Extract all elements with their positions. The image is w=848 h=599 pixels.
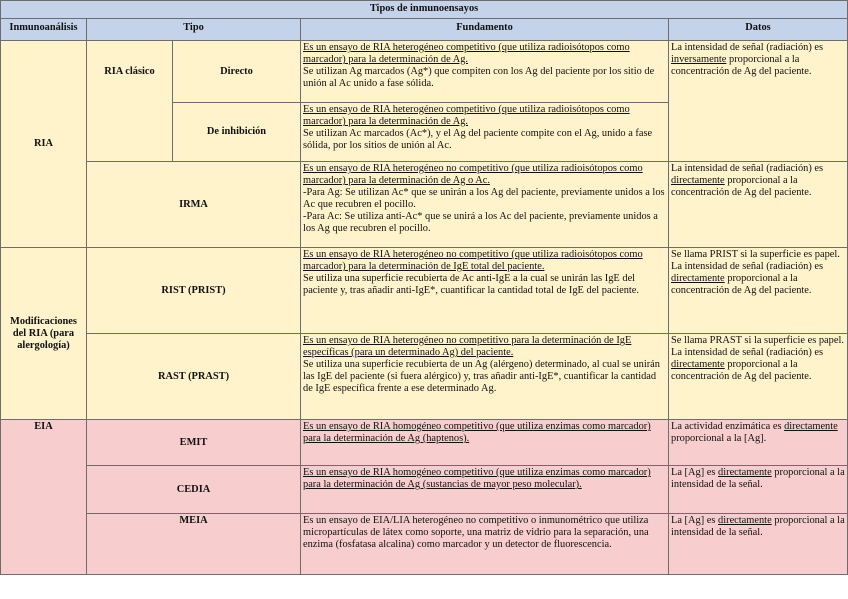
fundamento-directo bbox=[301, 41, 669, 103]
datos-text-end: proporcional a la concentración de Ag del paciente. bbox=[671, 54, 812, 77]
table-title: Tipos de inmunoensayos bbox=[1, 1, 848, 19]
datos-text-end: proporcional a la concentración de Ag del paciente. bbox=[671, 359, 812, 382]
fundamento-inhibicion-summary: Es un ensayo de RIA heterogéneo competitivo (que utiliza radioisótopos como marcador) para la determinación de Ag. bbox=[303, 104, 630, 127]
datos-emphasis: directamente bbox=[718, 515, 772, 526]
fundamento-irma-summary: Es un ensayo de RIA heterogéneo no competitivo (que utiliza radioisótopos como marcador) para la determinación de Ag o Ac. bbox=[303, 163, 643, 186]
datos-emphasis: directamente bbox=[784, 421, 838, 432]
datos-rast bbox=[669, 334, 848, 420]
datos-ria-clasico bbox=[669, 41, 848, 162]
fundamento-rist bbox=[301, 248, 669, 334]
datos-text-end: proporcional a la concentración de Ag del paciente. bbox=[671, 175, 812, 198]
datos-text: La [Ag] es bbox=[671, 515, 719, 526]
datos-emphasis: directamente bbox=[671, 175, 725, 186]
datos-emphasis: directamente bbox=[671, 359, 725, 370]
group-ria: RIA bbox=[1, 41, 87, 248]
datos-rist bbox=[669, 248, 848, 334]
tipo-irma: IRMA bbox=[87, 162, 301, 248]
fundamento-meia bbox=[301, 514, 669, 575]
fundamento-inhibicion bbox=[301, 103, 669, 162]
tipo-cedia: CEDIA bbox=[87, 466, 301, 514]
datos-text-end: proporcional a la [Ag]. bbox=[671, 433, 767, 444]
table-row-meia bbox=[1, 514, 848, 575]
table-row-emit bbox=[1, 420, 848, 466]
table-row-cedia bbox=[1, 466, 848, 514]
tipo-emit: EMIT bbox=[87, 420, 301, 466]
table-row-rast bbox=[1, 334, 848, 420]
fundamento-rist-summary: Es un ensayo de RIA heterogéneo no competitivo (que utiliza radioisótopos como marcador) para la determinación de IgE total del paciente. bbox=[303, 249, 643, 272]
header-row bbox=[1, 19, 848, 41]
group-modificaciones: Modificaciones del RIA (para alergología) bbox=[1, 248, 87, 420]
datos-note: Se llama PRAST si la superficie es papel. bbox=[671, 335, 844, 346]
fundamento-emit-summary: Es un ensayo de RIA homogéneo competitivo (que utiliza enzimas como marcador) para la determinación de Ag (haptenos). bbox=[303, 421, 651, 444]
tipo-meia: MEIA bbox=[87, 514, 301, 575]
datos-cedia bbox=[669, 466, 848, 514]
fundamento-irma-ac: -Para Ac: Se utiliza anti-Ac* que se unirá a los Ac del paciente, previamente unidos a los Ag que recubren el pocillo. bbox=[303, 211, 658, 234]
tipo-rist: RIST (PRIST) bbox=[87, 248, 301, 334]
datos-text-end: proporcional a la concentración de Ag del paciente. bbox=[671, 273, 812, 296]
datos-emphasis: directamente bbox=[671, 273, 725, 284]
fundamento-irma bbox=[301, 162, 669, 248]
datos-text: La intensidad de señal (radiación) es bbox=[671, 163, 824, 174]
datos-text: La intensidad de señal (radiación) es bbox=[671, 42, 824, 53]
fundamento-irma-ag: -Para Ag: Se utilizan Ac* que se unirán a los Ag del paciente, previamente unidos a los Ac que recubren el pocillo. bbox=[303, 187, 665, 210]
datos-text: La actividad enzimática es bbox=[671, 421, 785, 432]
header-fundamento: Fundamento bbox=[301, 19, 669, 41]
subgroup-ria-clasico: RIA clásico bbox=[87, 41, 173, 162]
table-row-rist bbox=[1, 248, 848, 334]
fundamento-directo-summary: Es un ensayo de RIA heterogéneo competitivo (que utiliza radioisótopos como marcador) para la determinación de Ag. bbox=[303, 42, 630, 65]
title-row bbox=[1, 1, 848, 19]
datos-emphasis: directamente bbox=[718, 467, 772, 478]
header-datos: Datos bbox=[669, 19, 848, 41]
header-inmunoanalisis: Inmunoanálisis bbox=[1, 19, 87, 41]
fundamento-rast bbox=[301, 334, 669, 420]
datos-note: Se llama PRIST si la superficie es papel. bbox=[671, 249, 840, 260]
datos-text-end: proporcional a la intensidad de la señal. bbox=[671, 467, 845, 490]
datos-meia bbox=[669, 514, 848, 575]
fundamento-meia-detail: Es un ensayo de EIA/LIA heterogéneo no competitivo o inmunométrico que utiliza micropartículas de látex como soporte, una matriz de vidrio para la separación, una enzima (fosfatasa alcalina) como marcador y un detector de fluorescencia. bbox=[303, 515, 649, 550]
fundamento-emit bbox=[301, 420, 669, 466]
table-row-directo bbox=[1, 41, 848, 103]
tipo-inhibicion: De inhibición bbox=[173, 103, 301, 162]
fundamento-inhibicion-detail: Se utilizan Ac marcados (Ac*), y el Ag del paciente compite con el Ag, unido a fase sólida, por los sitios de unión al Ac. bbox=[303, 128, 653, 151]
table-row-irma bbox=[1, 162, 848, 248]
fundamento-rist-detail: Se utiliza una superficie recubierta de Ac anti-IgE a la cual se unirán las IgE del paciente y, tras añadir anti-IgE*, cuantificar la cantidad total de IgE del paciente. bbox=[303, 273, 639, 296]
datos-emphasis: inversamente bbox=[671, 54, 727, 65]
group-eia: EIA bbox=[1, 420, 87, 575]
datos-text-end: proporcional a la intensidad de la señal. bbox=[671, 515, 845, 538]
fundamento-rast-detail: Se utiliza una superficie recubierta de un Ag (alérgeno) determinado, al cual se unirán las IgE del paciente (si fuera alérgico) y, tras añadir anti-IgE*, cuantificar la cantidad de IgE específica frente a ese determinado Ag. bbox=[303, 359, 660, 394]
fundamento-cedia-summary: Es un ensayo de RIA homogéneo competitivo (que utiliza enzimas como marcador) para la determinación de Ag (sustancias de mayor peso molecular). bbox=[303, 467, 651, 490]
datos-text: La intensidad de señal (radiación) es bbox=[671, 347, 824, 358]
datos-irma bbox=[669, 162, 848, 248]
datos-text: La intensidad de señal (radiación) es bbox=[671, 261, 824, 272]
fundamento-cedia bbox=[301, 466, 669, 514]
tipo-directo: Directo bbox=[173, 41, 301, 103]
fundamento-directo-detail: Se utilizan Ag marcados (Ag*) que compiten con los Ag del paciente por los sitio de unión al Ac unido a fase sólida. bbox=[303, 66, 655, 89]
fundamento-rast-summary: Es un ensayo de RIA heterogéneo no competitivo para la determinación de IgE específicas (para un determinado Ag) del paciente. bbox=[303, 335, 632, 358]
header-tipo: Tipo bbox=[87, 19, 301, 41]
tipo-rast: RAST (PRAST) bbox=[87, 334, 301, 420]
datos-emit bbox=[669, 420, 848, 466]
datos-text: La [Ag] es bbox=[671, 467, 719, 478]
